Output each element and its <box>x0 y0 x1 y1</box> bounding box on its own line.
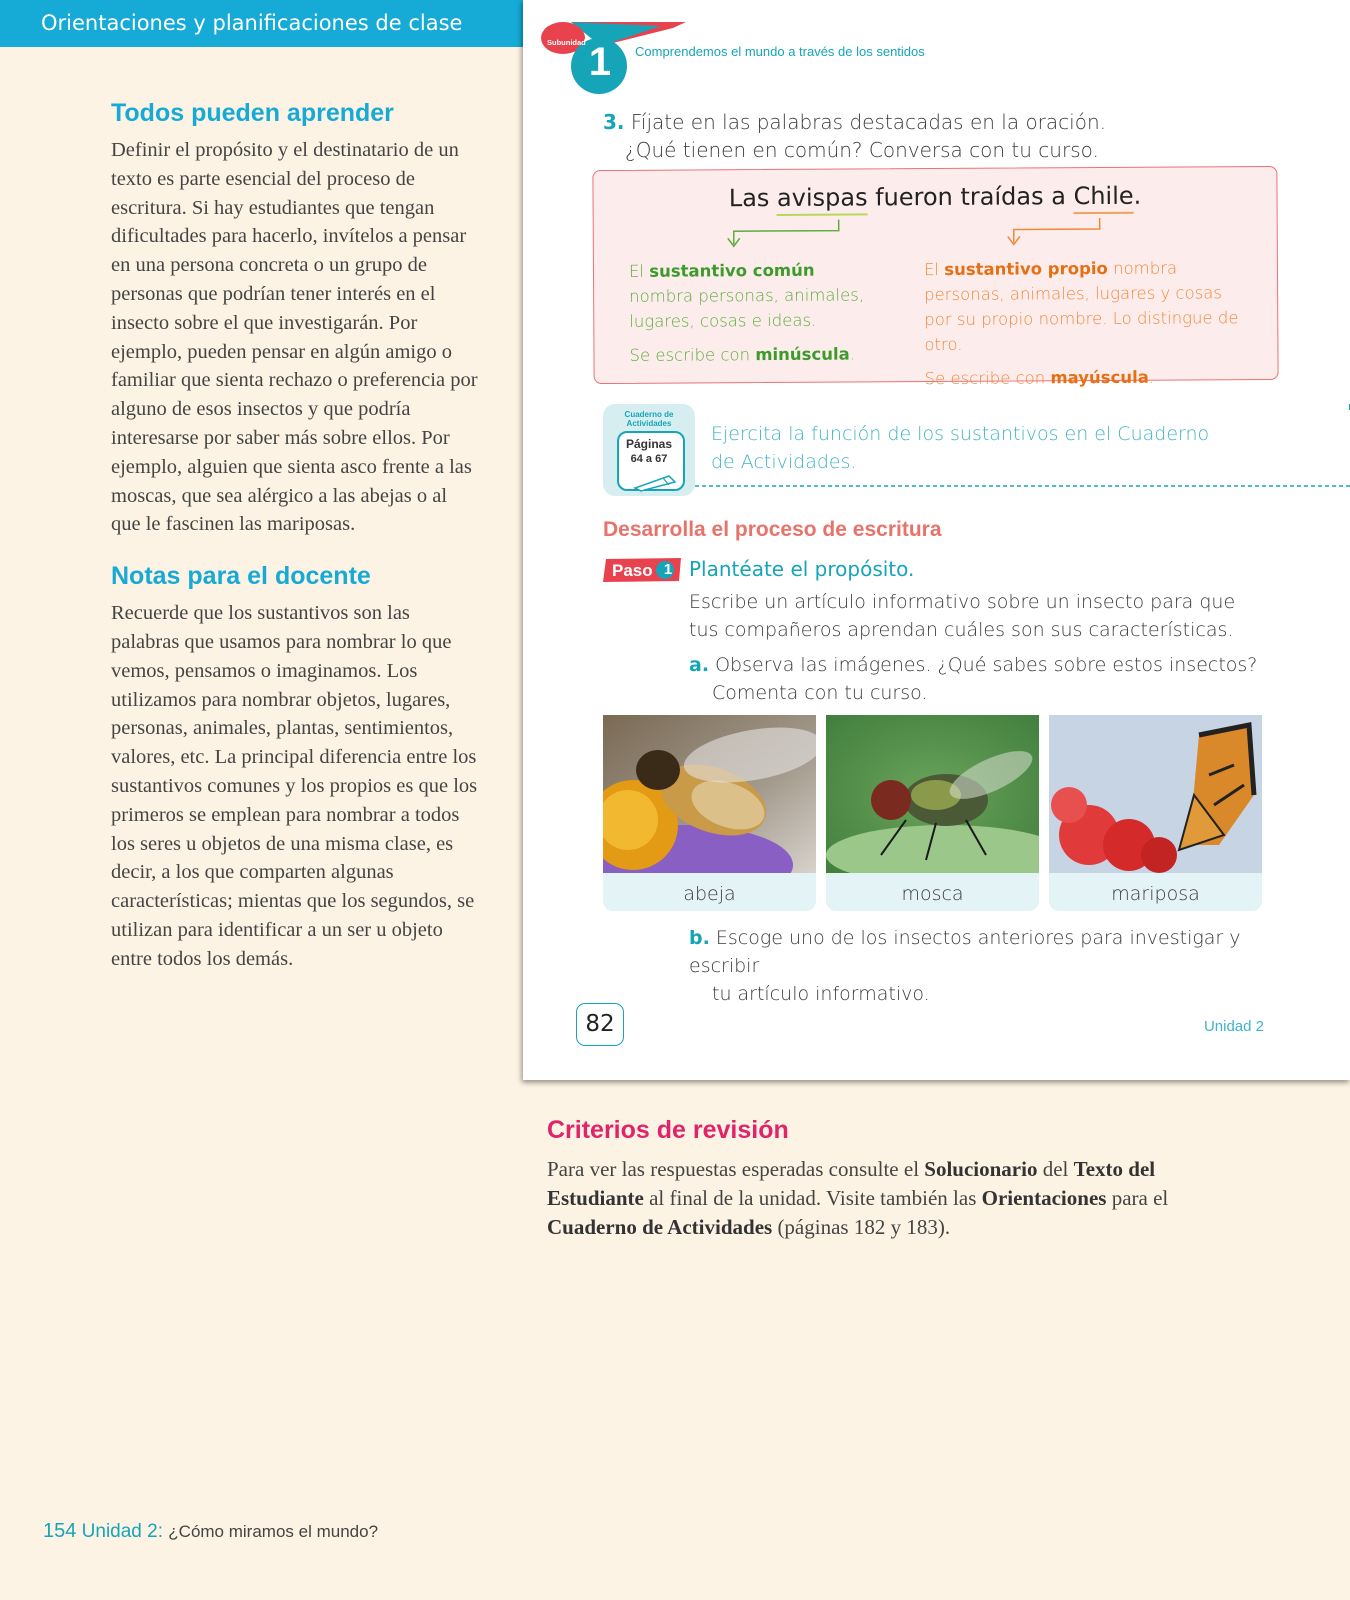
unit-footer: Unidad 2 <box>1203 1018 1264 1035</box>
question-line-1: Fíjate en las palabras destacadas en la oración. <box>630 110 1106 134</box>
proper-note-term: mayúscula <box>1050 367 1149 388</box>
workbook-label: Cuaderno de Actividades <box>624 410 674 428</box>
workbook-reference <box>603 404 1286 488</box>
crit-text-2: del <box>1037 1157 1074 1181</box>
crit-bold-3: Orientaciones <box>981 1186 1107 1210</box>
step-title: Plantéate el propósito. <box>689 557 915 581</box>
section-body-notas: Recuerde que los sustantivos son las palabras que usamos para nombrar lo que vemos, pensamos o imaginamos. Los utilizamos para nombrar objetos, lugares, personas, animales, plantas, sentimientos, valores, etc. La principal diferencia entre los sustantivos comunes y los propios es que los primeros se emplean para nombrar a todos los seres u objetos de una misma clase, es decir, a los que comparten algunas características; mientas que los segundos, se utilizan para identificar a un ser u objeto entre todos los demás. <box>111 602 478 970</box>
common-note <box>629 341 889 368</box>
question-a <box>689 651 1269 707</box>
footer-unit: Unidad 2: <box>81 1521 163 1542</box>
section-title-todos: Todos pueden aprender <box>111 99 394 127</box>
sentence-part: fueron traídas a <box>867 182 1074 212</box>
section-body-todos: Definir el propósito y el destinatario de un texto es parte esencial del proceso de escritura. Si hay estudiantes que tengan dificultades para hacerlo, invítelos a pensar en una persona concreta o un grupo de personas que podrían tener interés en el insecto sobre el que investigarán. Por ejemplo, pueden pensar en algún amigo o familiar que sienta rechazo o preferencia por alguno de esos insectos y que podría interesarse por saber más sobre ellos. Por ejemplo, alguien que sienta asco frente a las moscas, que sea alérgico a las abejas o al que le fascinen las mariposas. <box>111 139 478 536</box>
question-a-line-1: Observa las imágenes. ¿Qué sabes sobre estos insectos? <box>715 654 1258 676</box>
crit-text-4: para el <box>1106 1186 1169 1210</box>
crit-text-5: (páginas 182 y 183). <box>772 1215 951 1239</box>
crit-text-1: Para ver las respuestas esperadas consulte el <box>547 1157 925 1181</box>
textbook-page-number: 82 <box>576 1003 624 1046</box>
footer-question: ¿Cómo miramos el mundo? <box>168 1522 379 1541</box>
subunit-number: 1 <box>588 40 612 84</box>
workbook-pages <box>617 437 681 467</box>
subunit-small-label: Subunidad <box>547 38 586 47</box>
pencil-icon <box>633 472 679 492</box>
proper-pre: El <box>923 259 945 280</box>
common-noun-definition <box>629 257 890 368</box>
pages-range: 64 a 67 <box>630 453 668 465</box>
proper-term: sustantivo propio <box>944 258 1108 279</box>
question-b-letter: b. <box>689 927 710 949</box>
review-criteria <box>547 1116 1247 1242</box>
insect-card-fly <box>826 715 1039 911</box>
section-title-notas: Notas para el docente <box>111 562 371 591</box>
question-line-2: ¿Qué tienen en común? Conversa con tu curso. <box>625 138 1099 162</box>
question-b <box>689 924 1289 1008</box>
proper-desc: nombra personas, animales, lugares y cosas por su propio nombre. Lo distingue de otro. <box>924 258 1239 355</box>
header-title: Orientaciones y planificaciones de clase <box>41 11 463 35</box>
butterfly-photo-icon <box>1049 715 1262 873</box>
proper-note <box>925 364 1255 391</box>
header-bar <box>0 0 523 47</box>
step-label: Paso <box>612 561 653 580</box>
insect-card-bee <box>603 715 816 911</box>
subunit-title: Comprendemos el mundo a través de los sentidos <box>635 44 925 59</box>
proper-noun-definition <box>924 255 1255 391</box>
crit-bold-4: Cuaderno de Actividades <box>547 1215 773 1239</box>
common-desc: nombra personas, animales, lugares, cosas e ideas. <box>629 285 865 331</box>
insect-label-fly: mosca <box>901 883 964 905</box>
proper-note-pre: Se escribe con <box>924 368 1051 389</box>
question-b-line-1: Escoge uno de los insectos anteriores para investigar y escribir <box>689 927 1241 977</box>
sentence-part: Las <box>728 183 778 213</box>
common-note-post: . <box>849 344 856 364</box>
common-pre: El <box>628 261 650 281</box>
crit-text-3: al final de la unidad. Visite también las <box>643 1186 982 1210</box>
proper-note-post: . <box>1148 367 1155 387</box>
step-body: Escribe un artículo informativo sobre un insecto para que tus compañeros aprendan cuáles son sus características. <box>689 591 1236 641</box>
review-criteria-title: Criterios de revisión <box>547 1116 789 1144</box>
footer-page-number: 154 <box>43 1520 77 1542</box>
crit-bold-1: Solucionario <box>924 1157 1038 1181</box>
page-footer <box>43 1520 378 1543</box>
example-sentence <box>593 181 1276 213</box>
textbook-page <box>523 0 1350 1080</box>
bee-photo-icon <box>603 715 816 873</box>
insect-label-butterfly: mariposa <box>1111 883 1200 905</box>
sentence-part: . <box>1133 181 1142 210</box>
review-criteria-body <box>547 1155 1247 1242</box>
question-b-line-2: tu artículo informativo. <box>712 983 930 1005</box>
connector-arrows-icon <box>594 213 1277 257</box>
highlight-proper-noun: Chile <box>1073 182 1133 214</box>
insect-label-bee: abeja <box>683 883 736 905</box>
fly-photo-icon <box>826 715 1039 873</box>
crit-bold-2: Texto del Estudiante <box>547 1157 1156 1210</box>
noun-concept-box <box>592 166 1278 389</box>
question-a-letter: a. <box>689 654 710 676</box>
question-3 <box>603 108 1303 164</box>
highlight-common-noun: avispas <box>777 183 868 216</box>
common-term: sustantivo común <box>649 260 815 281</box>
question-number: 3. <box>603 110 625 134</box>
step-number: 1 <box>663 561 673 578</box>
common-note-pre: Se escribe con <box>629 345 756 365</box>
insect-card-butterfly <box>1049 715 1262 911</box>
common-note-term: minúscula <box>755 344 850 365</box>
workbook-text: Ejercita la función de los sustantivos en el Cuaderno de Actividades. <box>711 423 1210 473</box>
teacher-notes-column <box>111 98 481 974</box>
pages-label: Páginas <box>625 437 673 451</box>
question-a-line-2: Comenta con tu curso. <box>712 682 928 704</box>
writing-process-title: Desarrolla el proceso de escritura <box>603 518 942 541</box>
